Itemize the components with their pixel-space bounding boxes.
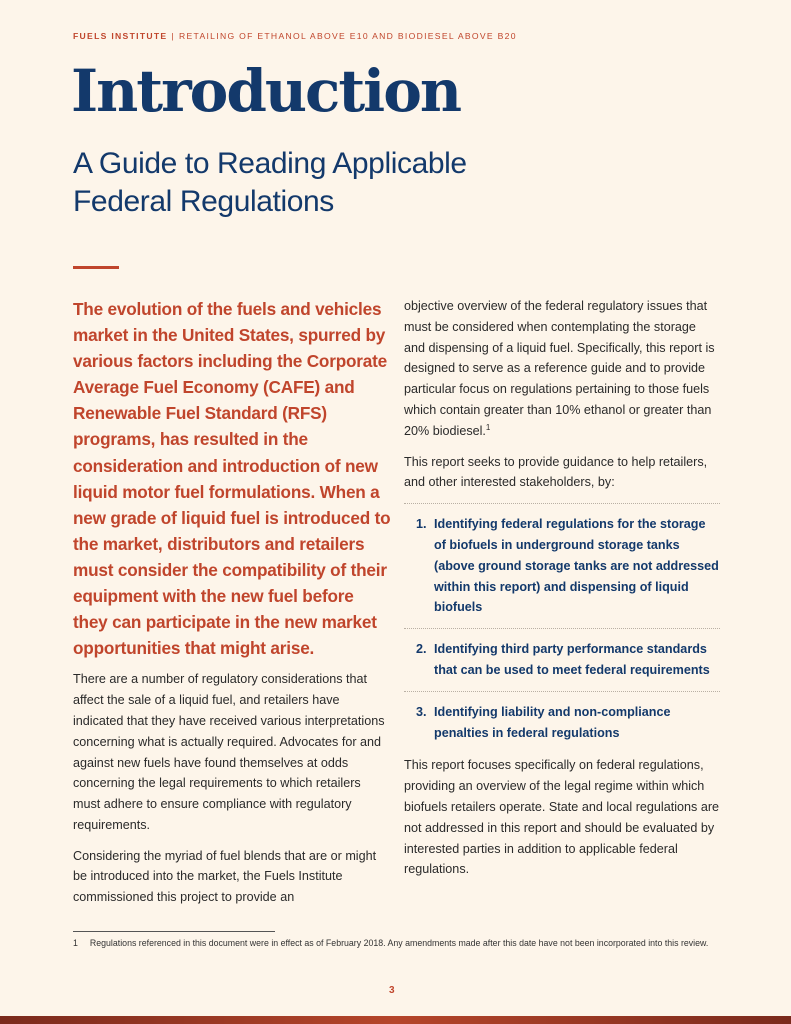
objectives-list — [404, 503, 720, 749]
running-head-org: FUELS INSTITUTE — [73, 31, 168, 41]
objective-number: 2. — [416, 642, 427, 657]
objective-item — [404, 628, 720, 691]
page-subtitle — [73, 145, 593, 221]
lead-paragraph: The evolution of the fuels and vehicles market in the United States, spurred by various factors including the Corporate Average Fuel Economy (CAFE) and Renewable Fuel Standard (RFS) programs, has resulted in the consideration and introduction of new liquid motor fuel formulations. When a new grade of liquid fuel is introduced to the market, distributors and retailers must consider the compatibility of their equipment with the new fuel before they can participate in the new market opportunities that might arise. — [73, 299, 391, 659]
footnote-reference[interactable]: 1 — [485, 422, 491, 432]
running-head-report-title: RETAILING OF ETHANOL ABOVE E10 AND BIODIESEL ABOVE B20 — [179, 31, 517, 41]
page-title: Introduction — [71, 57, 461, 125]
objective-text: Identifying federal regulations for the storage of biofuels in underground storage tanks (above ground storage tanks are not addressed within this report) and dispensing of liquid biofuels — [434, 517, 719, 615]
body-paragraph: There are a number of regulatory considerations that affect the sale of a liquid fuel, and retailers have indicated that they have received various interpretations concerning what is actually required. Advocates for and against new fuels have found themselves at odds concerning the legal requirements to which retailers must adhere to ensure compliance with regulatory requirements. — [73, 672, 385, 832]
subtitle-line-1: A Guide to Reading Applicable — [73, 147, 467, 180]
subtitle-line-2: Federal Regulations — [73, 185, 334, 218]
footnote — [73, 935, 723, 952]
left-column — [73, 296, 391, 918]
objective-item — [404, 503, 720, 628]
objective-text: Identifying third party performance standards that can be used to meet federal requirements — [434, 642, 710, 677]
body-paragraph-text: objective overview of the federal regulatory issues that must be considered when contemplating the storage and dispensing of a liquid fuel. Specifically, this report is designed to serve as a reference guide and to provide particular focus on regulations pertaining to those fuels which contain greater than 10% ethanol or greater than 20% biodiesel. — [404, 299, 715, 438]
footnote-divider — [73, 931, 275, 932]
bottom-decorative-bar — [0, 1016, 791, 1024]
page-number: 3 — [389, 985, 395, 996]
running-head-separator: | — [171, 31, 176, 41]
objective-number: 3. — [416, 704, 427, 719]
right-column — [404, 296, 720, 890]
body-paragraph — [404, 296, 720, 442]
objective-item — [404, 691, 720, 750]
body-paragraph: This report focuses specifically on federal regulations, providing an overview of the legal regime within which biofuels retailers operate. State and local regulations are not addressed in this report and should be evaluated by interested parties in addition to applicable federal regulations. — [404, 758, 720, 877]
objective-number: 1. — [416, 517, 427, 532]
objective-text: Identifying liability and non-compliance penalties in federal regulations — [434, 704, 671, 740]
accent-rule — [73, 266, 119, 269]
running-head — [73, 31, 517, 41]
footnote-text: Regulations referenced in this document were in effect as of February 2018. Any amendments made after this date have not been incorporated into this review. — [89, 938, 709, 948]
body-paragraph: This report seeks to provide guidance to help retailers, and other interested stakeholders, by: — [404, 454, 708, 490]
footnote-number: 1 — [73, 938, 78, 948]
body-paragraph: Considering the myriad of fuel blends that are or might be introduced into the market, the Fuels Institute commissioned this project to provide an — [73, 848, 377, 905]
